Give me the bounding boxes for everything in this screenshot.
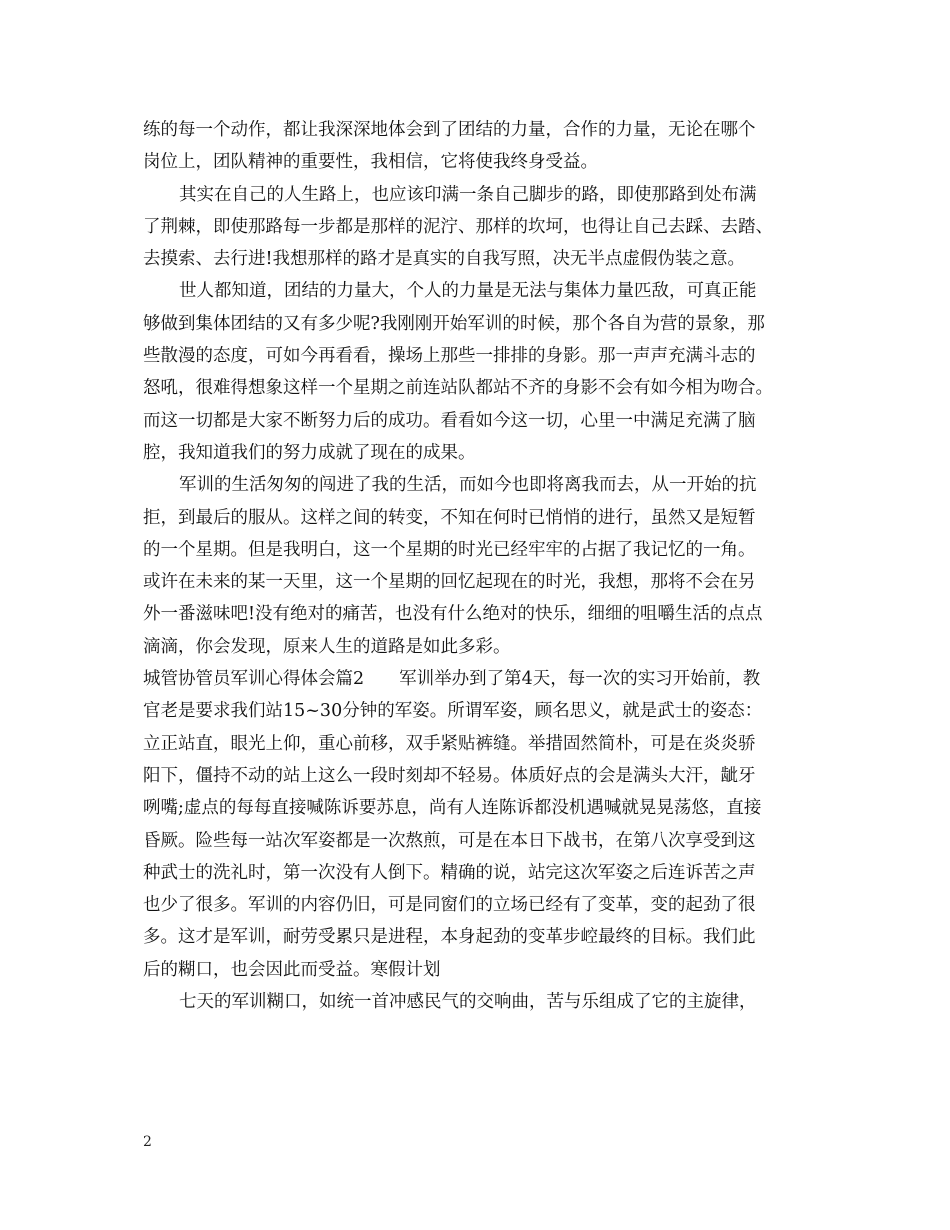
text-line: 也少了很多。军训的内容仍旧，可是同窗们的立场已经有了变革，变的起劲了很 [143,895,756,916]
text-line: 了荆棘，即使那路每一步都是那样的泥泞、那样的坎坷，也得让自己去踩、去踏、 [143,216,773,237]
text-line: 官老是要求我们站15~30分钟的军姿。所谓军姿，顾名思义，就是武士的姿态： [143,701,763,722]
document-body [143,114,813,1018]
text-line: 咧嘴;虚点的每每直接喊陈诉要苏息，尚有人连陈诉都没机遇喊就晃晃荡悠，直接 [143,798,762,819]
text-line: 阳下，僵持不动的站上这么一段时刻却不轻易。体质好点的会是满头大汗，龇牙 [143,765,756,786]
text-line: 多。这才是军训，耐劳受累只是进程，本身起劲的变革步崆最终的目标。我们此 [143,927,756,948]
text-line: 些散漫的态度，可如今再看看，操场上那些一排排的身影。那一声声充满斗志的 [143,346,756,367]
text-line: 其实在自己的人生路上，也应该印满一条自己脚步的路，即使那路到处布满 [179,184,757,205]
text-line: 七天的军训糊口，如统一首冲感民气的交响曲，苦与乐组成了它的主旋律， [179,992,757,1013]
text-line: 岗位上，团队精神的重要性，我相信，它将使我终身受益。 [143,152,598,173]
text-line: 立正站直，眼光上仰，重心前移，双手紧贴裤缝。举措固然简朴，可是在炎炎骄 [143,733,756,754]
text-line: 后的糊口，也会因此而受益。寒假计划 [143,959,441,980]
page-number: 2 [143,1134,152,1150]
text-line: 的一个星期。但是我明白，这一个星期的时光已经牢牢的占据了我记忆的一角。 [143,539,756,560]
text-line: 昏厥。险些每一站次军姿都是一次熬煎，可是在本日下战书，在第八次享受到这 [143,830,756,851]
text-line: 种武士的洗礼时，第一次没有人倒下。精确的说，站完这次军姿之后连诉苦之声 [143,862,756,883]
text-line: 腔，我知道我们的努力成就了现在的成果。 [143,442,476,463]
text-line: 去摸索、去行进!我想那样的路才是真实的自我写照，决无半点虚假伪装之意。 [143,249,746,270]
text-line: 而这一切都是大家不断努力后的成功。看看如今这一切，心里一中满足充满了脑 [143,410,756,431]
text-line: 练的每一个动作，都让我深深地体会到了团结的力量，合作的力量，无论在哪个 [143,120,756,140]
section-heading-line: 城管协管员军训心得体会篇2 军训举办到了第4天，每一次的实习开始前，教 [143,669,761,690]
text-line: 或许在未来的某一天里，这一个星期的回忆起现在的时光，我想，那将不会在另 [143,572,756,593]
text-line: 拒，到最后的服从。这样之间的转变，不知在何时已悄悄的进行，虽然又是短暂 [143,507,756,528]
text-line: 怒吼，很难得想象这样一个星期之前连站队都站不齐的身影不会有如今相为吻合。 [143,378,773,399]
text-line: 世人都知道，团结的力量大，个人的力量是无法与集体力量匹敌，可真正能 [179,281,757,302]
text-line: 够做到集体团结的又有多少呢?我刚刚开始军训的时候，那个各自为营的景象，那 [143,313,765,334]
text-line: 军训的生活匆匆的闯进了我的生活，而如今也即将离我而去，从一开始的抗 [179,475,757,496]
text-line: 外一番滋味吧!没有绝对的痛苦，也没有什么绝对的快乐，细细的咀嚼生活的点点 [143,604,763,625]
text-line: 滴滴，你会发现，原来人生的道路是如此多彩。 [143,636,511,657]
